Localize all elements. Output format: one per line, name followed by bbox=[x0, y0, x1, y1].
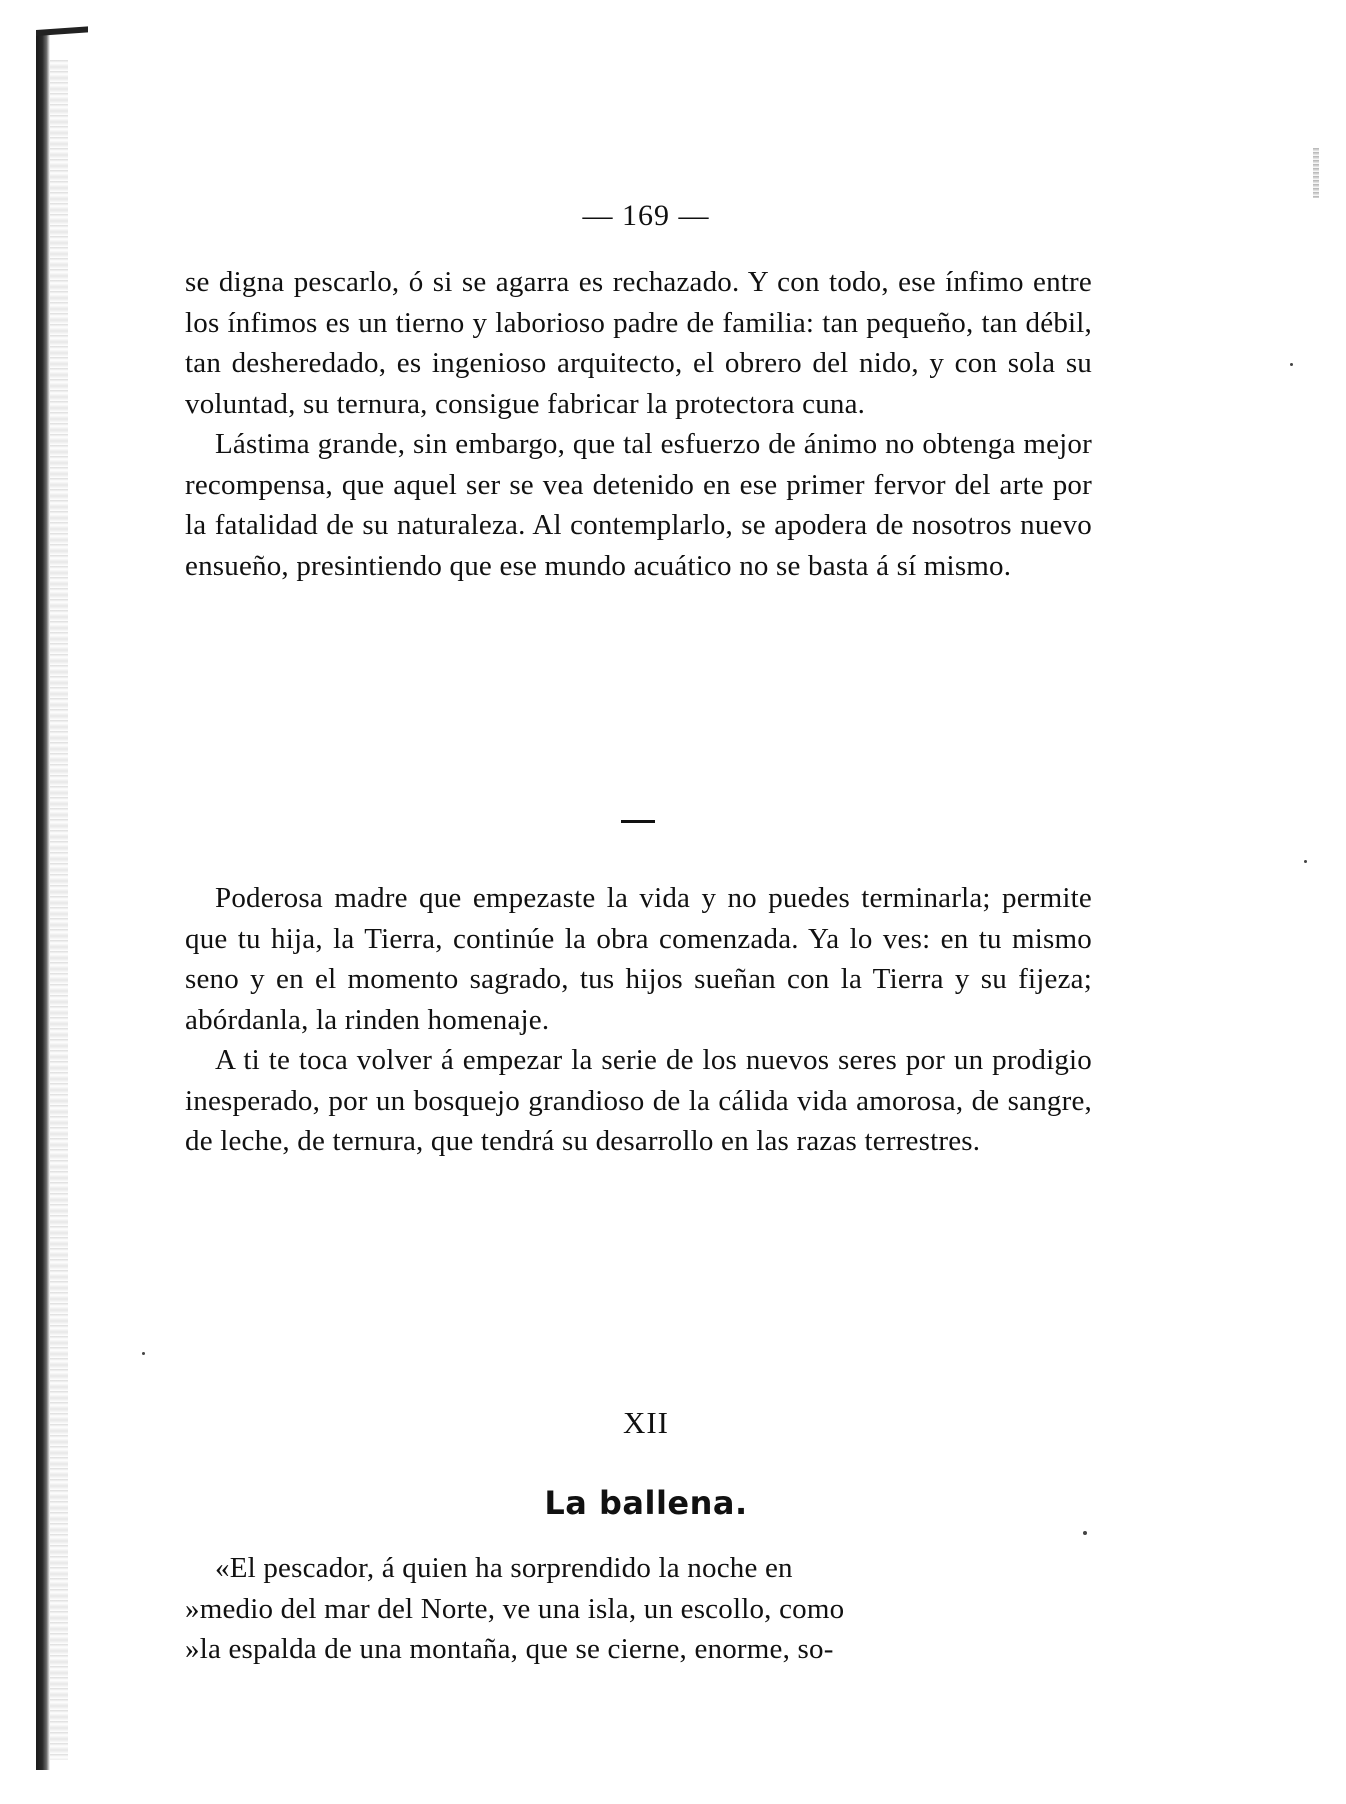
paragraph: Lástima grande, sin embargo, que tal esfuerzo de ánimo no obtenga mejor recompensa, que aquel ser se vea detenido en ese primer fervor del arte por la fatalidad de su naturaleza. Al contemplarlo, se apodera de nosotros nuevo ensueño, presintiendo que ese mundo acuático no se basta á sí mismo. bbox=[185, 428, 1092, 582]
chapter-title: La ballena. bbox=[544, 1484, 748, 1522]
section-separator bbox=[621, 820, 655, 823]
scan-speck bbox=[1304, 860, 1307, 863]
scan-mark bbox=[1313, 148, 1319, 198]
text-block-bottom bbox=[185, 1548, 1092, 1670]
paragraph: se digna pescarlo, ó si se agarra es rechazado. Y con todo, ese ínfimo entre los ínfimos es un tierno y laborioso padre de familia: tan pequeño, tan débil, tan desheredado, es ingenioso arquitecto, el obrero del nido, y con sola su voluntad, su ternura, consigue fabricar la protectora cuna. bbox=[185, 266, 1092, 420]
text-line: »medio del mar del Norte, ve una isla, un escollo, como bbox=[185, 1592, 845, 1625]
scan-speck bbox=[1083, 1531, 1087, 1535]
binding-shadow-top bbox=[36, 26, 88, 36]
page-number: — 169 — bbox=[582, 199, 710, 232]
scan-speck bbox=[142, 1352, 145, 1355]
paragraph: Poderosa madre que empezaste la vida y no puedes terminarla; permite que tu hija, la Tierra, continúe la obra comenzada. Ya lo ves: en tu mismo seno y en el momento sagrado, tus hijos sueñan con la Tierra y su fijeza; abórdanla, la rinden homenaje. bbox=[185, 882, 1092, 1036]
text-line: «El pescador, á quien ha sorprendido la noche en bbox=[215, 1552, 793, 1584]
paragraph: A ti te toca volver á empezar la serie de los nuevos seres por un prodigio inesperado, por un bosquejo grandioso de la cálida vida amorosa, de sangre, de leche, de ternura, que tendrá su desarrollo en las razas terrestres. bbox=[185, 1044, 1092, 1157]
text-block-middle bbox=[185, 878, 1092, 1162]
text-line: »la espalda de una montaña, que se cierne, enorme, so- bbox=[185, 1633, 834, 1665]
chapter-numeral: XII bbox=[622, 1405, 670, 1440]
scan-speck bbox=[1290, 363, 1293, 366]
text-block-top bbox=[185, 262, 1092, 586]
